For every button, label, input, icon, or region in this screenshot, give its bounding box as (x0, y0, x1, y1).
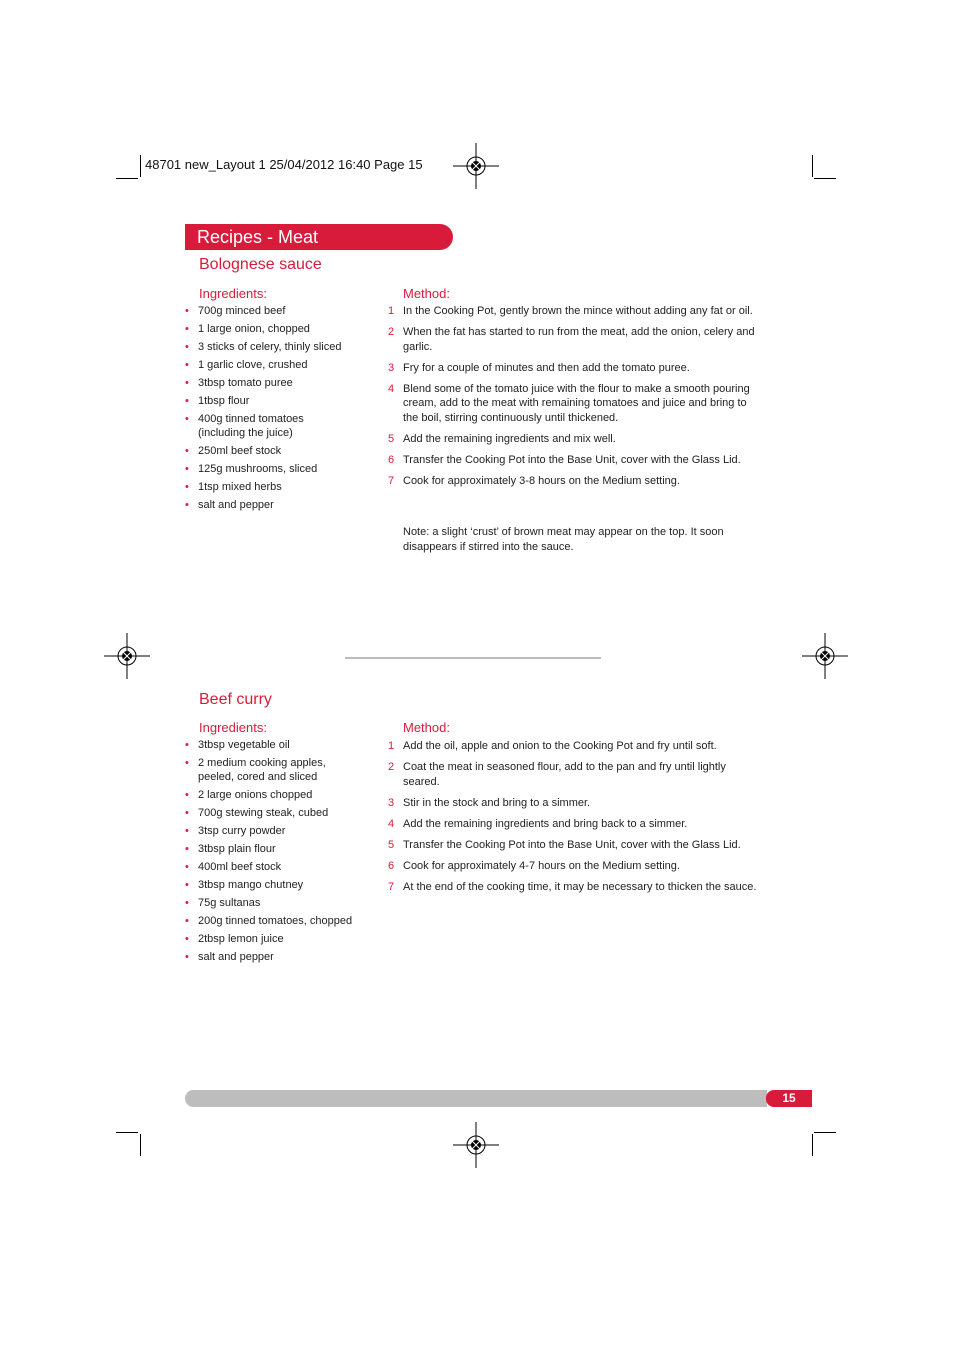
method-step (388, 325, 760, 354)
method-step (388, 453, 760, 468)
registration-mark-icon (104, 633, 150, 679)
method-heading: Method: (403, 286, 450, 301)
bullet-icon: • (185, 462, 189, 475)
crop-mark-icon (814, 178, 836, 179)
step-text: Add the remaining ingredients and bring back to a simmer. (403, 817, 688, 830)
bullet-icon: • (185, 395, 189, 407)
ingredient-text: 700g stewing steak, cubed (198, 806, 329, 819)
step-text: At the end of the cooking time, it may be necessary to thicken the sauce. (403, 881, 757, 894)
step-text: Cook for approximately 3-8 hours on the Medium setting. (403, 475, 680, 488)
step-number: 6 (388, 860, 395, 873)
method-step (388, 859, 760, 874)
recipe-title: Bolognese sauce (199, 256, 322, 273)
bullet-icon: • (185, 914, 189, 927)
step-text: Transfer the Cooking Pot into the Base Unit, cover with the Glass Lid. (403, 454, 741, 467)
step-number: 1 (388, 740, 395, 752)
bullet-icon: • (185, 896, 189, 909)
ingredient-item (185, 413, 328, 440)
method-list (388, 739, 760, 901)
section-divider (345, 657, 601, 659)
bullet-icon: • (185, 323, 189, 335)
footer-bar (185, 1090, 767, 1107)
ingredient-text: 3tsp curry powder (198, 824, 286, 837)
bullet-icon: • (185, 341, 189, 353)
method-step (388, 432, 760, 447)
ingredient-item (185, 861, 365, 875)
ingredient-text: 250ml beef stock (198, 444, 282, 457)
bullet-icon: • (185, 878, 189, 891)
ingredient-text: 125g mushrooms, sliced (198, 462, 318, 475)
method-step (388, 739, 760, 754)
method-step (388, 817, 760, 832)
ingredient-item (185, 341, 365, 355)
step-text: Add the oil, apple and onion to the Cooking Pot and fry until soft. (403, 740, 717, 752)
method-note: Note: a slight ‘crust’ of brown meat may appear on the top. It soon disappears if stirred into the sauce. (403, 526, 724, 553)
ingredient-item (185, 463, 365, 477)
step-text: Coat the meat in seasoned flour, add to the pan and fry until lightly seared. (403, 761, 726, 788)
bullet-icon: • (185, 377, 189, 389)
step-number: 7 (388, 881, 395, 894)
ingredient-text: 1tbsp flour (198, 395, 250, 407)
ingredient-text: 1tsp mixed herbs (198, 480, 282, 493)
ingredient-text: 3 sticks of celery, thinly sliced (198, 341, 342, 353)
ingredients-heading: Ingredients: (199, 286, 267, 301)
bullet-icon: • (185, 806, 189, 819)
bullet-icon: • (185, 824, 189, 837)
page-number: 15 (766, 1090, 812, 1107)
ingredient-item (185, 739, 365, 753)
ingredient-item (185, 933, 365, 947)
ingredient-item (185, 305, 365, 319)
step-number: 2 (388, 761, 395, 774)
bullet-icon: • (185, 444, 189, 457)
ingredient-item (185, 395, 365, 409)
ingredient-text: 400ml beef stock (198, 860, 282, 873)
step-number: 3 (388, 361, 395, 374)
ingredient-item (185, 377, 365, 391)
step-text: Add the remaining ingredients and mix well. (403, 433, 616, 446)
ingredients-list (185, 739, 365, 969)
bullet-icon: • (185, 498, 189, 511)
ingredient-item (185, 323, 365, 337)
step-number: 5 (388, 433, 395, 446)
ingredient-item (185, 897, 365, 911)
crop-mark-icon (814, 1132, 836, 1133)
crop-mark-icon (116, 1132, 138, 1133)
method-step (388, 760, 760, 789)
ingredient-item (185, 915, 365, 929)
crop-mark-icon (140, 155, 141, 177)
step-text: Blend some of the tomato juice with the flour to make a smooth pouring cream, add to the meat with remaining tomatoes and juice and bring to the boil, stirring continuously until thickened. (403, 382, 750, 425)
ingredient-item (185, 789, 365, 803)
step-number: 7 (388, 475, 395, 488)
ingredient-text: 2 large onions chopped (198, 788, 313, 801)
method-step (388, 304, 760, 319)
bullet-icon: • (185, 842, 189, 855)
ingredient-item (185, 825, 365, 839)
step-text: Transfer the Cooking Pot into the Base Unit, cover with the Glass Lid. (403, 838, 741, 851)
print-slug: 48701 new_Layout 1 25/04/2012 16:40 Page 15 (145, 157, 423, 172)
registration-mark-icon (453, 1122, 499, 1168)
ingredient-text: 200g tinned tomatoes, chopped (198, 914, 353, 927)
bullet-icon: • (185, 950, 189, 963)
bullet-icon: • (185, 932, 189, 945)
step-number: 5 (388, 838, 395, 851)
ingredient-item (185, 807, 365, 821)
ingredient-text: 400g tinned tomatoes (including the juice) (198, 413, 304, 439)
method-step (388, 474, 760, 489)
ingredient-item (185, 445, 365, 459)
step-text: When the fat has started to run from the meat, add the onion, celery and garlic. (403, 326, 755, 353)
method-step (388, 796, 760, 811)
method-list (388, 304, 760, 495)
ingredient-item (185, 951, 365, 965)
bullet-icon: • (185, 480, 189, 493)
ingredient-text: 3tbsp plain flour (198, 842, 276, 855)
registration-mark-icon (453, 143, 499, 189)
crop-mark-icon (812, 1134, 813, 1156)
ingredient-text: 75g sultanas (198, 896, 261, 909)
step-text: Cook for approximately 4-7 hours on the Medium setting. (403, 860, 680, 873)
bullet-icon: • (185, 860, 189, 873)
step-number: 1 (388, 305, 395, 317)
ingredient-text: 1 garlic clove, crushed (198, 359, 308, 371)
ingredient-item (185, 481, 365, 495)
registration-mark-icon (802, 633, 848, 679)
section-banner-title: Recipes - Meat (197, 227, 319, 247)
ingredient-text: 1 large onion, chopped (198, 323, 310, 335)
step-text: Fry for a couple of minutes and then add the tomato puree. (403, 361, 690, 374)
ingredient-item (185, 757, 338, 784)
method-step (388, 382, 760, 426)
step-number: 6 (388, 454, 395, 467)
method-step (388, 361, 760, 376)
step-number: 3 (388, 796, 395, 809)
ingredient-text: salt and pepper (198, 498, 274, 511)
step-number: 2 (388, 326, 395, 339)
crop-mark-icon (116, 178, 138, 179)
ingredient-item (185, 843, 365, 857)
section-banner (185, 224, 453, 250)
crop-mark-icon (812, 155, 813, 177)
step-number: 4 (388, 382, 395, 395)
method-step (388, 880, 760, 895)
ingredient-item (185, 879, 365, 893)
bullet-icon: • (185, 739, 189, 751)
bullet-icon: • (185, 305, 189, 317)
ingredient-text: 2 medium cooking apples, peeled, cored and sliced (198, 757, 326, 783)
bullet-icon: • (185, 757, 189, 769)
ingredient-text: salt and pepper (198, 950, 274, 963)
step-number: 4 (388, 817, 395, 830)
crop-mark-icon (140, 1134, 141, 1156)
ingredients-list (185, 305, 365, 517)
recipe-title: Beef curry (199, 691, 272, 708)
method-step (388, 838, 760, 853)
ingredient-text: 3tbsp tomato puree (198, 377, 293, 389)
bullet-icon: • (185, 359, 189, 371)
bullet-icon: • (185, 413, 189, 425)
ingredients-heading: Ingredients: (199, 720, 267, 735)
ingredient-text: 2tbsp lemon juice (198, 932, 284, 945)
ingredient-item (185, 499, 365, 513)
ingredient-text: 3tbsp vegetable oil (198, 739, 290, 751)
ingredient-text: 700g minced beef (198, 305, 286, 317)
step-text: In the Cooking Pot, gently brown the mince without adding any fat or oil. (403, 305, 753, 317)
ingredient-text: 3tbsp mango chutney (198, 878, 304, 891)
step-text: Stir in the stock and bring to a simmer. (403, 796, 591, 809)
method-heading: Method: (403, 720, 450, 735)
ingredient-item (185, 359, 365, 373)
bullet-icon: • (185, 788, 189, 801)
